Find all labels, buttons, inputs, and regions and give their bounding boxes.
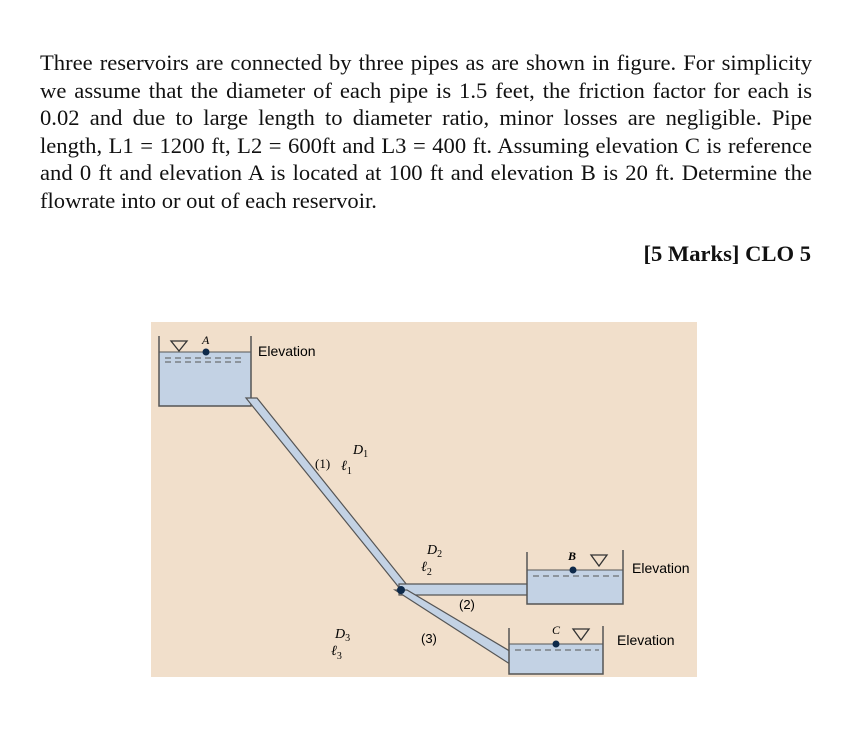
point-a-marker	[203, 349, 210, 356]
pipe-1-number: (1)	[315, 456, 331, 471]
pipe-2-diameter-label: $D_2$	[427, 543, 443, 560]
marks-clo-label: [5 Marks] CLO 5	[643, 241, 811, 266]
point-c-marker	[553, 641, 560, 648]
water-level-a-icon	[171, 341, 187, 351]
reservoir-figure	[151, 322, 697, 677]
reservoir-a-water	[159, 352, 251, 406]
pipe-junction-marker	[397, 586, 405, 594]
water-level-b-icon	[591, 555, 607, 566]
pipe-1-length-label: ℓ$_1$	[341, 459, 352, 477]
elevation-c-label: Elevation	[617, 632, 675, 648]
water-level-c-icon	[573, 629, 589, 640]
elevation-b-label: Elevation	[632, 560, 690, 576]
pipe-2-number: (2)	[459, 597, 475, 612]
elevation-a-label: Elevation	[258, 343, 316, 359]
reservoir-b-water	[527, 570, 623, 604]
pipe-1	[246, 398, 411, 590]
point-c-label: C	[552, 623, 561, 637]
reservoir-a	[159, 333, 316, 406]
reservoir-c-water	[509, 644, 603, 674]
pipe-1-diameter-label: $D_1$	[353, 443, 369, 460]
reservoir-b	[527, 549, 690, 604]
pipe-3	[395, 590, 513, 666]
point-a-label: A	[202, 333, 210, 347]
point-b-label: B	[568, 549, 577, 563]
point-b-marker	[570, 567, 577, 574]
reservoir-c	[509, 623, 675, 674]
question-text: Three reservoirs are connected by three pipes as are shown in figure. For simplicity we assume that the diameter of each pipe is 1.5 feet, the friction factor for each is 0.02 and due to large length to diameter ratio, minor losses are negligible. Pipe length, L1 = 1200 ft, L2 = 600ft and L3 = 400 ft. Assuming elevation C is reference and 0 ft and elevation A is located at 100 ft and elevation B is 20 ft. Determine the flowrate into or out of each reservoir.	[40, 50, 812, 213]
reservoir-diagram	[151, 322, 697, 677]
pipe-3-diameter-label: $D_3$	[335, 627, 351, 644]
pipe-2	[399, 584, 529, 595]
pipe-3-number: (3)	[421, 631, 437, 646]
pipe-3-length-label: ℓ$_3$	[331, 644, 342, 662]
pipe-network	[246, 398, 529, 666]
pipe-2-length-label: ℓ$_2$	[421, 560, 432, 578]
